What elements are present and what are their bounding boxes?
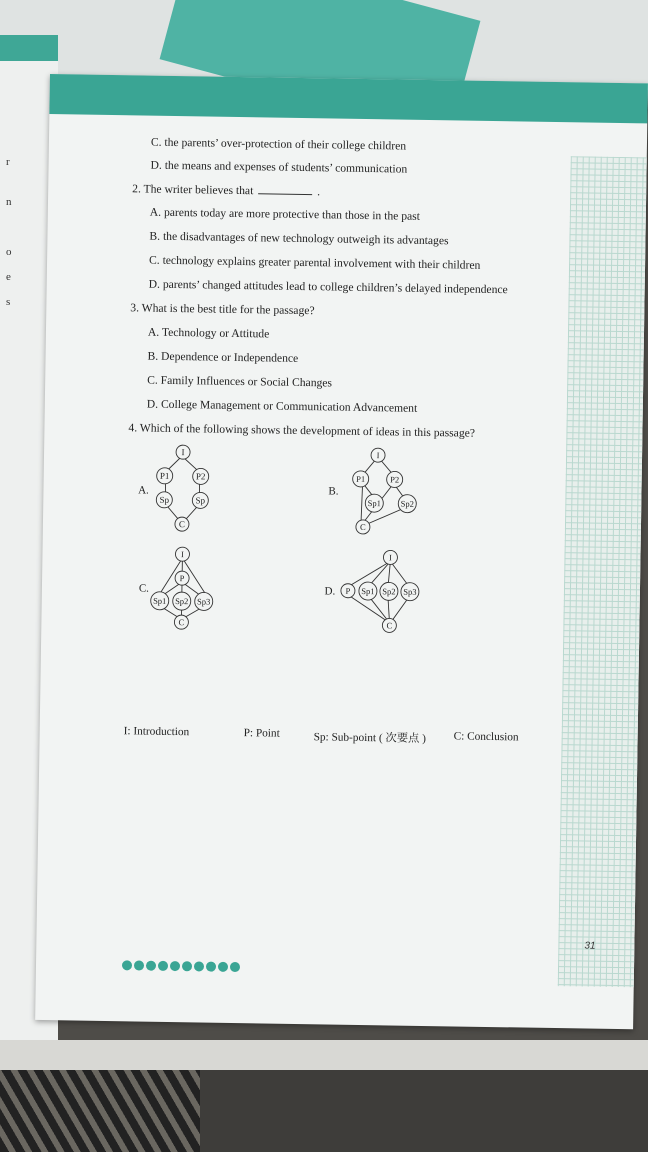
legend-sub-point: Sp: Sub-point ( 次要点 ) — [313, 731, 427, 745]
left-page-edge: r n o e s — [0, 35, 58, 1066]
node-sub-point-2: Sp2 — [175, 596, 189, 607]
legend-conclusion: C: Conclusion — [453, 730, 519, 744]
node-conclusion: C — [386, 620, 393, 631]
day-label: Day 2 — [531, 136, 564, 152]
node-sub-point-1: Sp1 — [361, 585, 375, 597]
q3-option-c: C. Family Influences or Social Changes — [147, 373, 333, 390]
decoration-dot — [182, 961, 192, 971]
grid-margin — [558, 156, 647, 987]
q3-option-d: D. College Management or Communication Advancement — [146, 397, 418, 415]
node-sub-point: Sp — [159, 494, 170, 505]
page-number: 31 — [584, 940, 596, 952]
q2-option-a: A. parents today are more protective than those in the past — [149, 205, 421, 223]
node-sub-point-2: Sp2 — [400, 498, 414, 509]
decoration-dot — [194, 961, 204, 971]
legend-point: P: Point — [243, 727, 280, 740]
node-point-2: P2 — [390, 474, 400, 485]
q3-stem: 3. What is the best title for the passage? — [130, 301, 315, 318]
diagram-letter: A. — [138, 484, 149, 497]
diagram-b — [327, 446, 479, 551]
node-conclusion: C — [178, 519, 186, 530]
q2-option-c: C. technology explains greater parental involvement with their children — [148, 253, 481, 272]
q2-stem-period: . — [317, 185, 321, 199]
q2-option-b: B. the disadvantages of new technology outweigh its advantages — [149, 229, 449, 248]
node-sub-point-1: Sp1 — [367, 498, 381, 509]
q2-stem-text: 2. The writer believes that — [132, 182, 254, 198]
node-introduction: I — [388, 552, 392, 563]
diagram-letter: B. — [328, 485, 339, 498]
decoration-dot — [206, 962, 216, 972]
node-point: P — [345, 585, 351, 596]
answer-blank — [258, 184, 312, 195]
node-sub-point: Sp — [195, 495, 206, 506]
decoration-dot — [134, 960, 144, 970]
node-point-2: P2 — [195, 471, 206, 482]
q3-option-b: B. Dependence or Independence — [147, 349, 299, 365]
diagram-d — [325, 548, 477, 653]
decoration-dot — [230, 962, 240, 972]
node-sub-point-1: Sp1 — [153, 595, 167, 606]
node-conclusion: C — [178, 617, 185, 628]
q1-option-d: D. the means and expenses of students’ communication — [150, 158, 408, 176]
q4-stem: 4. Which of the following shows the development of ideas in this passage? — [128, 421, 476, 440]
decoration-dot — [122, 960, 132, 970]
q1-option-c: C. the parents’ over-protection of their college children — [150, 135, 407, 153]
decoration-dot — [218, 962, 228, 972]
diagram-letter: D. — [324, 585, 336, 598]
decoration-dot — [158, 961, 168, 971]
header-band — [49, 74, 648, 123]
node-conclusion: C — [360, 521, 366, 533]
node-point-1: P1 — [356, 473, 366, 484]
diagram-c — [125, 545, 277, 650]
q2-stem — [132, 182, 320, 198]
diagram-a — [127, 443, 279, 548]
node-point-1: P1 — [159, 470, 170, 481]
legend-introduction: I: Introduction — [123, 725, 190, 739]
node-sub-point-3: Sp3 — [403, 586, 417, 597]
diagram-legend — [123, 725, 554, 745]
workbook-page — [35, 74, 648, 1029]
node-sub-point-3: Sp3 — [197, 596, 211, 607]
q3-option-a: A. Technology or Attitude — [147, 325, 270, 341]
q2-option-d: D. parents’ changed attitudes lead to college children’s delayed independence — [148, 277, 508, 297]
decoration-dot — [146, 961, 156, 971]
decoration-dot — [170, 961, 180, 971]
footer-decoration — [122, 960, 240, 972]
patterned-cloth — [0, 1070, 200, 1152]
diagram-letter: C. — [138, 582, 150, 595]
node-point: P — [179, 573, 185, 584]
node-introduction: I — [376, 450, 380, 461]
node-introduction: I — [180, 549, 184, 560]
table-edge — [0, 1040, 648, 1070]
node-introduction: I — [181, 447, 185, 458]
node-sub-point-2: Sp2 — [382, 586, 396, 597]
